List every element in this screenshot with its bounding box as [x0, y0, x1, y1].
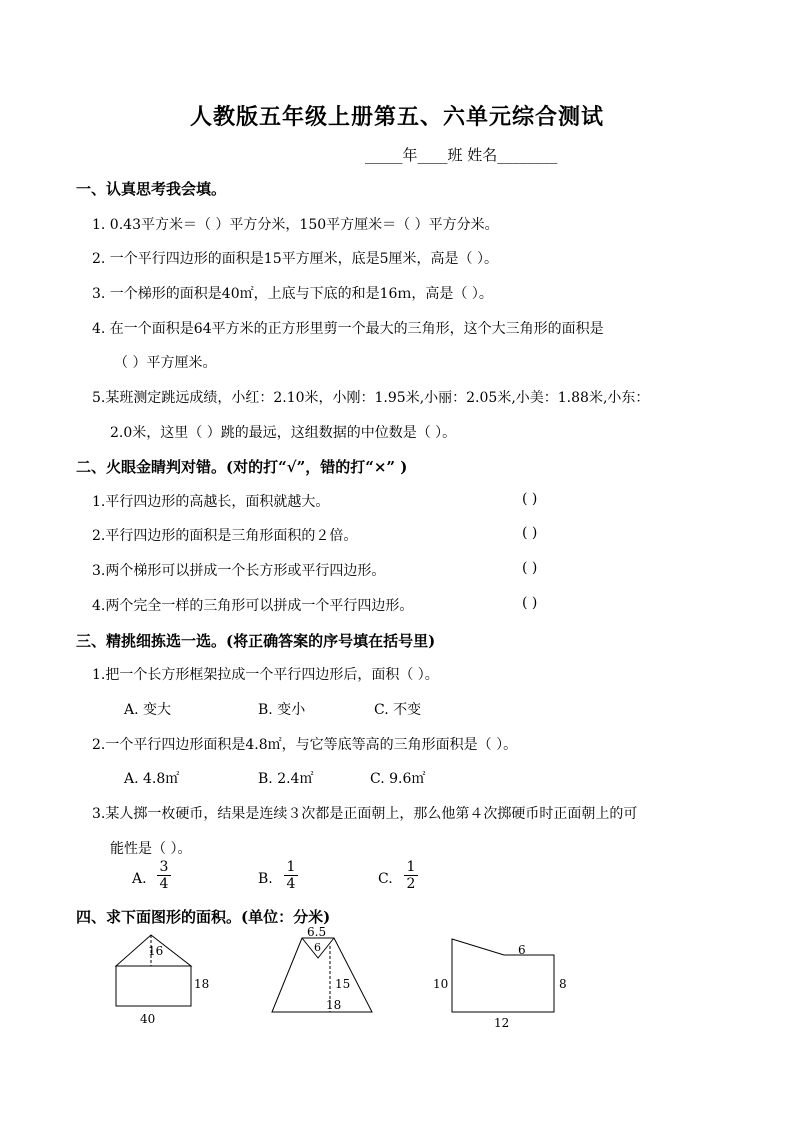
figure-3-base-label: 12 [494, 1016, 510, 1030]
section1-q3: 3. 一个梯形的面积是40㎡，上底与下底的和是16ｍ，高是（ ）。 [92, 286, 493, 302]
fraction-denominator: 4 [286, 876, 296, 892]
section2-answer-3: ( ) [522, 560, 538, 576]
section3-q1: 1.把一个长方形框架拉成一个平行四边形后，面积（ ）。 [92, 667, 439, 683]
section4-figures [0, 920, 794, 1040]
student-info-line: _____年____班 姓名________ [365, 146, 558, 164]
figure-1-house-shape [116, 935, 209, 1026]
section2-item-1: 1.平行四边形的高越长，面积就越大。 [92, 494, 330, 510]
figure-2-top-label: 6.5 [307, 925, 327, 939]
section3-q3-option-b-label: B. [258, 871, 273, 887]
section1-heading: 一、认真思考我会填。 [76, 180, 227, 198]
fraction-numerator: 1 [284, 859, 298, 876]
figure-1-side-label: 18 [194, 977, 210, 991]
section3-q1-option-c: C. 不变 [374, 702, 422, 718]
fraction-numerator: 1 [404, 859, 418, 876]
section2-answer-2: ( ) [522, 525, 538, 541]
section1-q5-line2: 2.0米，这里（ ）跳的最远，这组数据的中位数是（ ）。 [110, 425, 457, 441]
figure-2-inner-label: 6 [314, 941, 321, 954]
section3-q3-line1: 3.某人掷一枚硬币，结果是连续３次都是正面朝上，那么他第４次掷硬币时正面朝上的可 [92, 806, 638, 822]
section3-q3-option-a-fraction [157, 859, 171, 892]
figure-3-left-label: 10 [433, 977, 449, 991]
section3-q1-option-a: A. 变大 [124, 702, 172, 718]
figure-3-pentagon [433, 939, 567, 1030]
section2-answer-1: ( ) [522, 491, 538, 507]
section4-heading: 四、求下面图形的面积。(单位：分米) [76, 908, 331, 926]
section1-q2: 2. 一个平行四边形的面积是15平方厘米，底是5厘米，高是（ ）。 [92, 251, 498, 267]
section3-q1-option-b: B. 变小 [258, 702, 306, 718]
section3-q3-option-a-label: A. [132, 871, 147, 887]
fraction-denominator: 4 [159, 876, 169, 892]
section3-heading: 三、精挑细拣选一选。(将正确答案的序号填在括号里) [76, 632, 436, 650]
fraction-numerator: 3 [157, 859, 171, 876]
page-title: 人教版五年级上册第五、六单元综合测试 [189, 104, 604, 130]
section2-item-2: 2.平行四边形的面积是三角形面积的２倍。 [92, 528, 358, 544]
fraction-denominator: 2 [406, 876, 416, 892]
section3-q2-option-a: A. 4.8㎡ [124, 771, 180, 787]
section1-q1: 1. 0.43平方米＝（ ）平方分米，150平方厘米＝（ ）平方分米。 [92, 217, 499, 233]
figure-2-trapezoid [272, 925, 372, 1012]
section3-q2-option-b: B. 2.4㎡ [258, 771, 314, 787]
section2-item-3: 3.两个梯形可以拼成一个长方形或平行四边形。 [92, 563, 386, 579]
section3-q3-option-c-label: C. [378, 871, 393, 887]
figure-1-height-label: 16 [148, 944, 164, 958]
section3-q3-line2: 能性是（ ）。 [110, 841, 192, 857]
figure-3-top-label: 6 [518, 943, 526, 957]
section3-q3-option-c-fraction [404, 859, 418, 892]
section2-heading: 二、火眼金睛判对错。(对的打“√”，错的打“×” ) [76, 458, 408, 476]
section3-q2-option-c: C. 9.6㎡ [370, 771, 426, 787]
section2-item-4: 4.两个完全一样的三角形可以拼成一个平行四边形。 [92, 598, 414, 614]
section2-answer-4: ( ) [522, 595, 538, 611]
section1-q4-line1: 4. 在一个面积是64平方米的正方形里剪一个最大的三角形，这个大三角形的面积是 [92, 321, 604, 337]
figure-2-height-label: 15 [335, 977, 351, 991]
figure-2-base-label: 18 [326, 998, 342, 1012]
section1-q5-line1: 5.某班测定跳远成绩，小红：2.10米，小刚：1.95米,小丽：2.05米,小美：1.88米,小东： [92, 390, 650, 406]
section1-q4-line2: （ ）平方厘米。 [114, 355, 217, 371]
section3-q2: 2.一个平行四边形面积是4.8㎡，与它等底等高的三角形面积是（ ）。 [92, 737, 518, 753]
figure-3-right-label: 8 [559, 977, 567, 991]
figure-1-base-label: 40 [140, 1012, 156, 1026]
section3-q3-option-b-fraction [284, 859, 298, 892]
